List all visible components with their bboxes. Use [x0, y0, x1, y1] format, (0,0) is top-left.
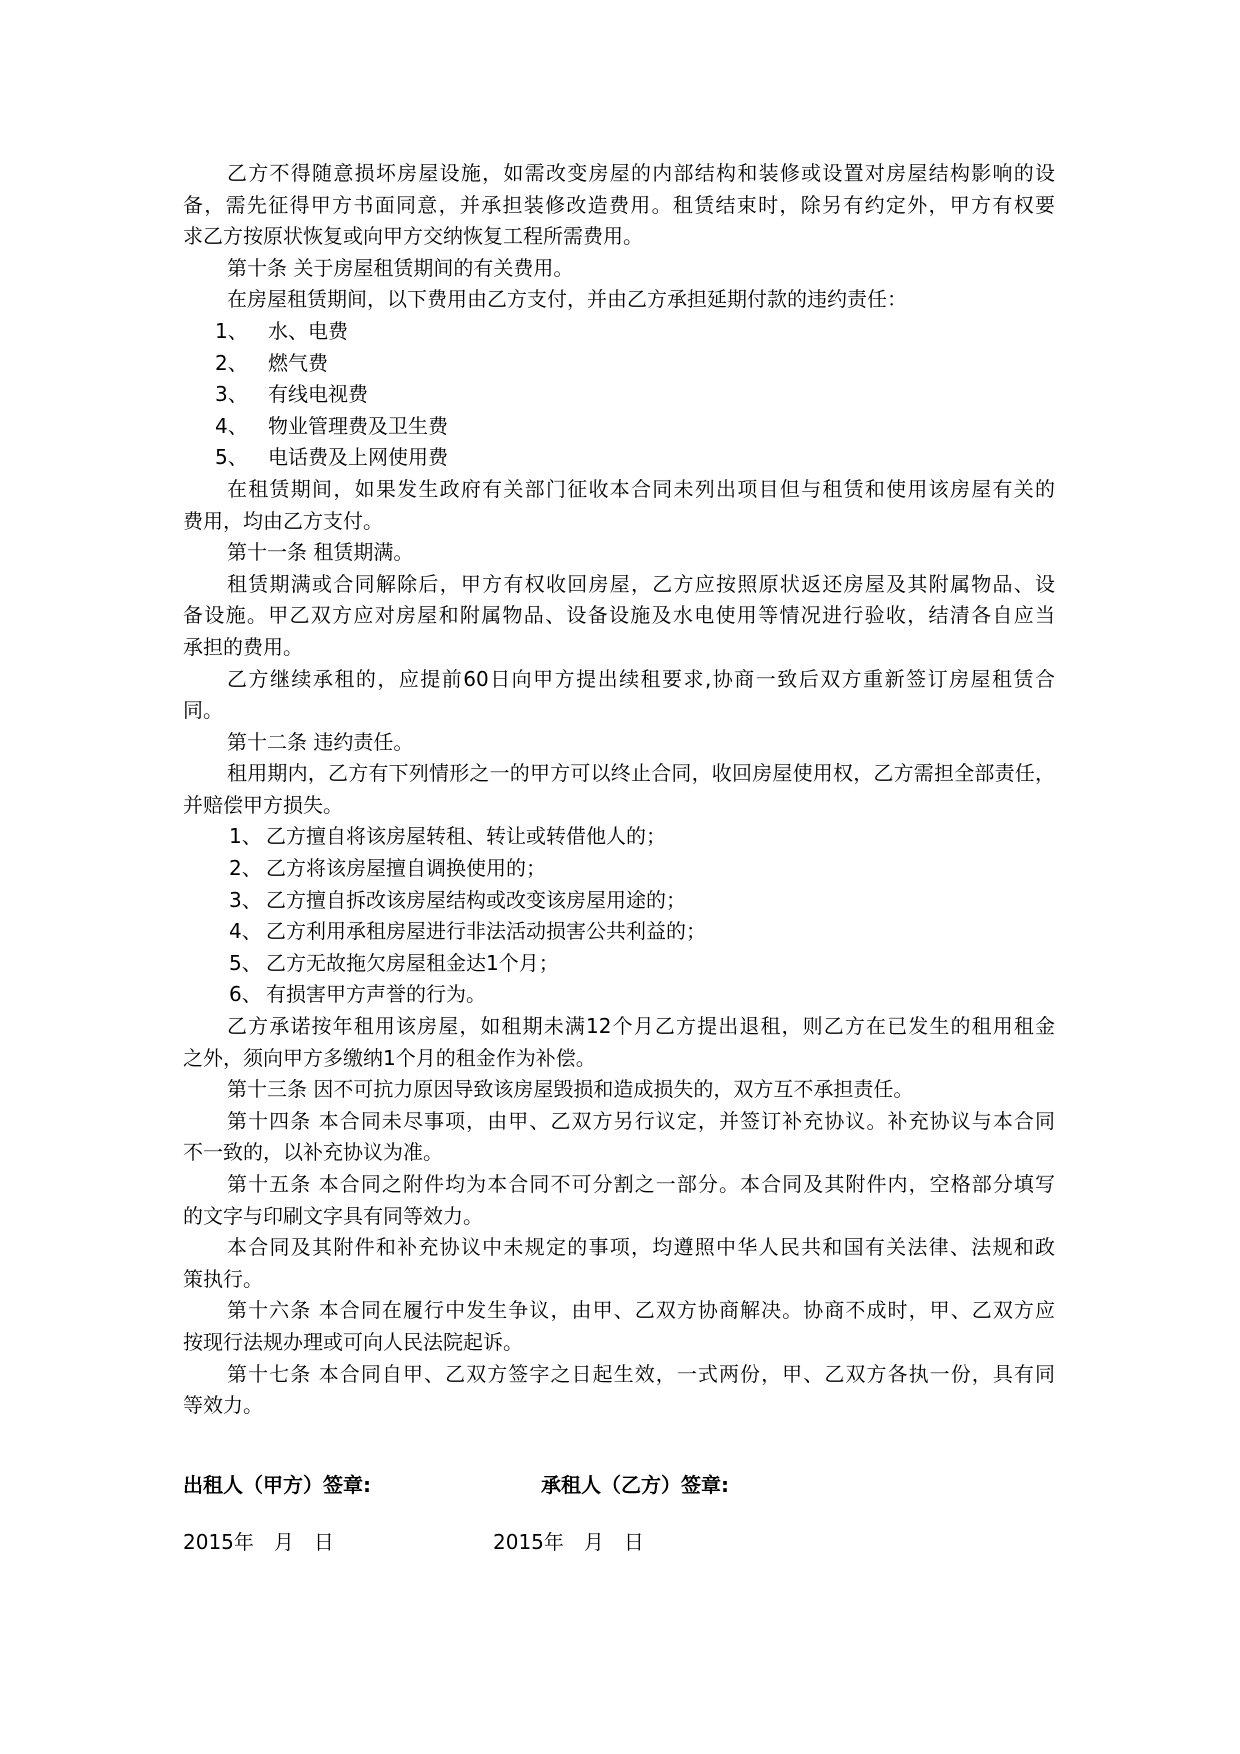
list-text: 乙方擅自将该房屋转租、转让或转借他人的；: [266, 824, 666, 849]
list-text: 乙方将该房屋擅自调换使用的；: [266, 856, 546, 881]
list-number: 4、: [229, 919, 262, 944]
list-item: [183, 348, 1055, 380]
list-number: 2、: [215, 350, 248, 375]
clause-15-line: 第十五条 本合同之附件均为本合同不可分割之一部分。本合同及其附件内，空格部分填写: [227, 1172, 1055, 1196]
clause-16-line: 按现行法规办理或可向人民法院起诉。: [183, 1329, 523, 1354]
list-item: [183, 411, 1055, 443]
list-number: 5、: [215, 445, 248, 470]
list-item: [183, 979, 1055, 1011]
paragraph-line: 租用期内，乙方有下列情形之一的甲方可以终止合同，收回房屋使用权，乙方需担全部责任，: [227, 761, 1055, 786]
list-number: 3、: [215, 382, 248, 407]
paragraph-line: 求乙方按原状恢复或向甲方交纳恢复工程所需费用。: [183, 224, 643, 249]
list-text: 乙方利用承租房屋进行非法活动损害公共利益的；: [266, 919, 706, 944]
paragraph-line: 费用，均由乙方支付。: [183, 508, 383, 533]
list-text: 有线电视费: [268, 382, 368, 407]
list-number: 1、: [215, 318, 248, 343]
clause-14-line: 不一致的，以补充协议为准。: [183, 1140, 443, 1165]
list-text: 水、电费: [268, 318, 348, 343]
list-text: 有损害甲方声誉的行为。: [266, 982, 486, 1007]
list-item: [183, 821, 1055, 853]
list-item: [183, 885, 1055, 917]
list-item: [183, 916, 1055, 948]
list-number: 2、: [229, 856, 262, 881]
lessee-signature-label: 承租人（乙方）签章:: [541, 1473, 729, 1497]
paragraph-line: 本合同及其附件和补充协议中未规定的事项，均遵照中华人民共和国有关法律、法规和政: [227, 1235, 1055, 1260]
paragraph-line: 之外，须向甲方多缴纳1个月的租金作为补偿。: [183, 1045, 596, 1070]
paragraph-line: 在租赁期间，如果发生政府有关部门征收本合同未列出项目但与租赁和使用该房屋有关的: [227, 476, 1055, 501]
lessee-signature-date: 2015年 月 日: [493, 1530, 644, 1554]
list-item: [183, 442, 1055, 474]
paragraph-line: 策执行。: [183, 1266, 263, 1291]
lessor-signature-label: 出租人（甲方）签章:: [183, 1473, 371, 1497]
clause-17-line: 第十七条 本合同自甲、乙双方签字之日起生效，一式两份，甲、乙双方各执一份，具有同: [227, 1361, 1055, 1386]
list-text: 乙方无故拖欠房屋租金达1个月；: [266, 950, 559, 975]
list-item: [183, 948, 1055, 980]
list-item: [183, 379, 1055, 411]
list-number: 5、: [229, 950, 262, 975]
list-text: 电话费及上网使用费: [268, 445, 448, 470]
paragraph-line: 并赔偿甲方损失。: [183, 792, 343, 817]
list-item: [183, 853, 1055, 885]
paragraph-line: 租赁期满或合同解除后，甲方有权收回房屋，乙方应按照原状返还房屋及其附属物品、设: [227, 571, 1055, 596]
clause-16-line: 第十六条 本合同在履行中发生争议，由甲、乙双方协商解决。协商不成时，甲、乙双方应: [227, 1298, 1055, 1323]
list-number: 6、: [229, 982, 262, 1007]
paragraph-line: 乙方继续承租的，应提前60日向甲方提出续租要求,协商一致后双方重新签订房屋租赁合: [227, 666, 1055, 691]
contract-body: [183, 158, 1055, 1422]
paragraph-line: 承担的费用。: [183, 634, 303, 659]
list-number: 3、: [229, 887, 262, 912]
clause-heading-12: 第十二条 违约责任。: [227, 729, 414, 754]
clause-17-line: 等效力。: [183, 1393, 263, 1418]
paragraph-line: 乙方承诺按年租用该房屋，如租期未满12个月乙方提出退租，则乙方在已发生的租用租金: [227, 1014, 1055, 1039]
paragraph-line: 同。: [183, 698, 223, 723]
paragraph-line: 备设施。甲乙双方应对房屋和附属物品、设备设施及水电使用等情况进行验收，结清各自应当: [183, 603, 1055, 628]
list-number: 1、: [229, 824, 262, 849]
paragraph-line: 备，需先征得甲方书面同意，并承担装修改造费用。租赁结束时，除另有约定外，甲方有权要: [183, 192, 1055, 217]
clause-14-line: 第十四条 本合同未尽事项，由甲、乙双方另行议定，并签订补充协议。补充协议与本合同: [227, 1108, 1055, 1133]
lessor-signature-date: 2015年 月 日: [183, 1530, 334, 1554]
list-number: 4、: [215, 413, 248, 438]
paragraph-line: 乙方不得随意损坏房屋设施，如需改变房屋的内部结构和装修或设置对房屋结构影响的设: [227, 161, 1055, 185]
clause-heading-10: 第十条 关于房屋租赁期间的有关费用。: [227, 255, 574, 280]
paragraph-line: 在房屋租赁期间，以下费用由乙方支付，并由乙方承担延期付款的违约责任：: [227, 287, 907, 312]
list-text: 乙方擅自拆改该房屋结构或改变该房屋用途的；: [266, 887, 686, 912]
list-item: [183, 316, 1055, 348]
clause-15-line: 的文字与印刷文字具有同等效力。: [183, 1203, 483, 1228]
list-text: 燃气费: [268, 350, 328, 375]
clause-heading-11: 第十一条 租赁期满。: [227, 540, 414, 565]
clause-13: 第十三条 因不可抗力原因导致该房屋毁损和造成损失的，双方互不承担责任。: [227, 1077, 914, 1102]
list-text: 物业管理费及卫生费: [268, 413, 448, 438]
